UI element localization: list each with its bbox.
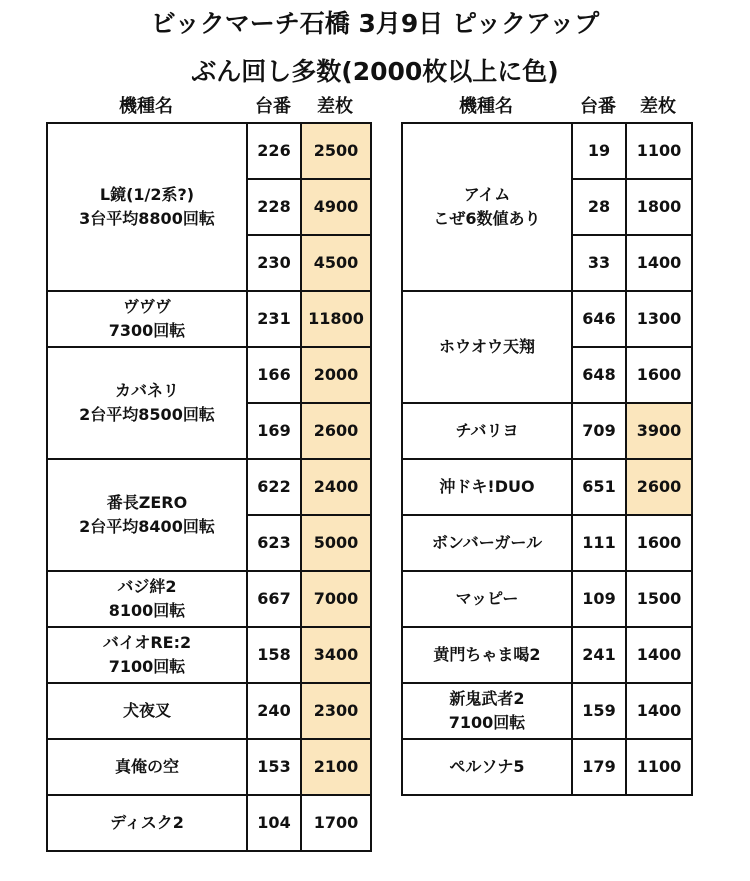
machine-number: 179 — [572, 739, 626, 795]
coin-difference: 4900 — [301, 179, 371, 235]
coin-difference: 2300 — [301, 683, 371, 739]
machine-model-name: チバリヨ — [402, 403, 572, 459]
table-row — [402, 739, 692, 795]
table-row — [402, 683, 692, 739]
machine-number: 648 — [572, 347, 626, 403]
machine-number: 623 — [247, 515, 301, 571]
page-title: ビックマーチ石橋 3月9日 ピックアップ — [150, 9, 600, 38]
coin-difference: 3400 — [301, 627, 371, 683]
coin-difference: 7000 — [301, 571, 371, 627]
coin-difference: 2400 — [301, 459, 371, 515]
machine-number: 241 — [572, 627, 626, 683]
page-subtitle: ぶん回し多数(2000枚以上に色) — [191, 57, 559, 86]
left-header-diff: 差枚 — [317, 96, 353, 117]
coin-difference: 5000 — [301, 515, 371, 571]
machine-number: 240 — [247, 683, 301, 739]
table-row — [402, 627, 692, 683]
coin-difference: 2100 — [301, 739, 371, 795]
left-results-table — [46, 122, 372, 852]
table-row — [47, 571, 371, 627]
coin-difference: 11800 — [301, 291, 371, 347]
machine-number: 104 — [247, 795, 301, 851]
right-header-diff: 差枚 — [640, 96, 676, 117]
machine-number: 158 — [247, 627, 301, 683]
coin-difference: 2500 — [301, 123, 371, 179]
coin-difference: 2600 — [301, 403, 371, 459]
machine-number: 667 — [247, 571, 301, 627]
machine-model-name: 沖ドキ!DUO — [402, 459, 572, 515]
machine-model-name: ヴヴヴ 7300回転 — [47, 291, 247, 347]
machine-model-name: バジ絆2 8100回転 — [47, 571, 247, 627]
coin-difference: 3900 — [626, 403, 692, 459]
machine-model-name: 犬夜叉 — [47, 683, 247, 739]
coin-difference: 1800 — [626, 179, 692, 235]
table-row — [402, 403, 692, 459]
table-row — [47, 123, 371, 179]
machine-model-name: 真俺の空 — [47, 739, 247, 795]
machine-number: 28 — [572, 179, 626, 235]
coin-difference: 1600 — [626, 347, 692, 403]
coin-difference: 1700 — [301, 795, 371, 851]
machine-model-name: カバネリ 2台平均8500回転 — [47, 347, 247, 459]
table-row — [47, 683, 371, 739]
coin-difference: 1100 — [626, 739, 692, 795]
machine-number: 226 — [247, 123, 301, 179]
machine-number: 159 — [572, 683, 626, 739]
table-row — [402, 459, 692, 515]
coin-difference: 2000 — [301, 347, 371, 403]
coin-difference: 1400 — [626, 627, 692, 683]
machine-number: 228 — [247, 179, 301, 235]
coin-difference: 1500 — [626, 571, 692, 627]
right-results-table — [401, 122, 693, 796]
table-row — [402, 123, 692, 179]
machine-number: 646 — [572, 291, 626, 347]
machine-model-name: バイオRE:2 7100回転 — [47, 627, 247, 683]
coin-difference: 1100 — [626, 123, 692, 179]
machine-model-name: ボンバーガール — [402, 515, 572, 571]
machine-number: 19 — [572, 123, 626, 179]
machine-model-name: ディスク2 — [47, 795, 247, 851]
machine-model-name: 番長ZERO 2台平均8400回転 — [47, 459, 247, 571]
machine-model-name: L鏡(1/2系?) 3台平均8800回転 — [47, 123, 247, 291]
coin-difference: 1400 — [626, 683, 692, 739]
left-header-machine: 台番 — [255, 96, 291, 117]
machine-number: 33 — [572, 235, 626, 291]
table-row — [402, 515, 692, 571]
machine-model-name: 新鬼武者2 7100回転 — [402, 683, 572, 739]
machine-number: 109 — [572, 571, 626, 627]
machine-model-name: アイム こぜ6数値あり — [402, 123, 572, 291]
table-row — [47, 795, 371, 851]
machine-model-name: ペルソナ5 — [402, 739, 572, 795]
coin-difference: 2600 — [626, 459, 692, 515]
machine-number: 709 — [572, 403, 626, 459]
table-row — [47, 627, 371, 683]
table-row — [47, 291, 371, 347]
machine-model-name: 黄門ちゃま喝2 — [402, 627, 572, 683]
machine-number: 166 — [247, 347, 301, 403]
coin-difference: 1400 — [626, 235, 692, 291]
right-header-machine: 台番 — [580, 96, 616, 117]
machine-number: 169 — [247, 403, 301, 459]
machine-number: 622 — [247, 459, 301, 515]
table-row — [47, 739, 371, 795]
machine-number: 230 — [247, 235, 301, 291]
coin-difference: 4500 — [301, 235, 371, 291]
machine-number: 111 — [572, 515, 626, 571]
left-header-name: 機種名 — [119, 96, 173, 117]
machine-number: 651 — [572, 459, 626, 515]
coin-difference: 1300 — [626, 291, 692, 347]
table-row — [47, 347, 371, 403]
table-row — [402, 571, 692, 627]
machine-number: 153 — [247, 739, 301, 795]
machine-model-name: ホウオウ天翔 — [402, 291, 572, 403]
table-row — [402, 291, 692, 347]
table-row — [47, 459, 371, 515]
right-header-name: 機種名 — [459, 96, 513, 117]
machine-number: 231 — [247, 291, 301, 347]
coin-difference: 1600 — [626, 515, 692, 571]
machine-model-name: マッピー — [402, 571, 572, 627]
